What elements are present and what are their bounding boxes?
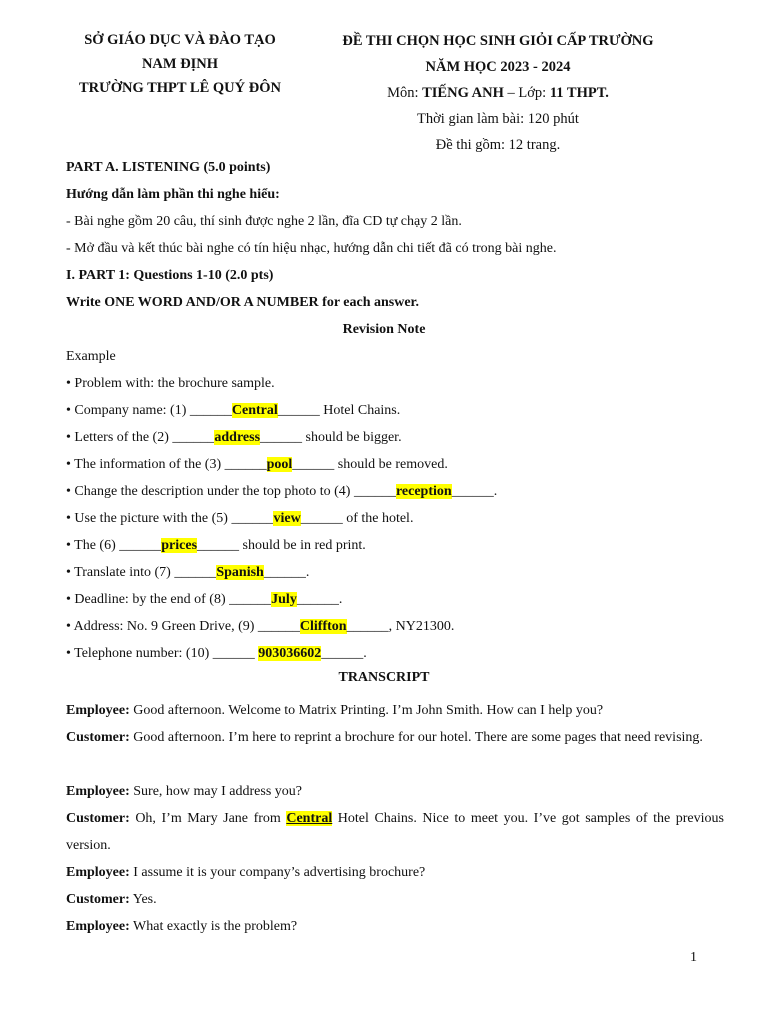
- instruction: Write ONE WORD AND/OR A NUMBER for each answer.: [66, 295, 419, 310]
- subject-name: TIẾNG ANH: [422, 85, 504, 101]
- answer-highlight: prices: [161, 538, 198, 553]
- note-item: [66, 430, 402, 446]
- speaker-label: Employee:: [66, 703, 130, 718]
- answer-highlight: Cliffton: [299, 619, 347, 634]
- note-item-text: • Deadline: by the end of (8) ______: [66, 592, 272, 607]
- speech-text: Sure, how may I address you?: [129, 784, 303, 799]
- note-item: [66, 457, 448, 473]
- exam-header: [318, 28, 678, 158]
- speaker-label: Customer:: [66, 892, 130, 907]
- note-item-text: • The information of the (3) ______: [66, 457, 267, 472]
- note-item: [66, 484, 497, 500]
- note-item: [66, 619, 454, 635]
- transcript-line: [66, 805, 724, 859]
- answer-highlight: Central: [286, 811, 333, 826]
- note-item-text: • Problem with: the brochure sample.: [66, 376, 275, 391]
- speech-text: Yes.: [129, 892, 157, 907]
- note-item-suffix: ______ should be bigger.: [260, 430, 402, 445]
- note-item-suffix: ______, NY21300.: [346, 619, 455, 634]
- guide-line-2: - Mở đầu và kết thúc bài nghe có tín hiệu nhạc, hướng dẫn chi tiết đã có trong bài nghe.: [66, 241, 557, 256]
- department-header: [60, 28, 300, 100]
- note-item: [66, 646, 367, 662]
- speech-text: What exactly is the problem?: [129, 919, 298, 934]
- example-label: Example: [66, 349, 116, 364]
- speaker-label: Employee:: [66, 865, 130, 880]
- note-item-suffix: ______ should be removed.: [292, 457, 448, 472]
- part1-title: I. PART 1: Questions 1-10 (2.0 pts): [66, 268, 274, 283]
- part-a-title: PART A. LISTENING (5.0 points): [66, 160, 271, 175]
- note-item-suffix: ______.: [263, 565, 310, 580]
- subject-line: [318, 80, 678, 106]
- speech-text: Oh, I’m Mary Jane from: [129, 811, 287, 826]
- grade-name: 11 THPT.: [549, 85, 609, 101]
- subject-prefix: Môn:: [387, 85, 423, 101]
- note-item: [66, 376, 275, 392]
- transcript-line: [66, 859, 724, 886]
- speaker-label: Employee:: [66, 919, 130, 934]
- guide-line-1: - Bài nghe gồm 20 câu, thí sinh được nghe 2 lần, đĩa CD tự chạy 2 lần.: [66, 214, 462, 229]
- note-item-suffix: ______.: [321, 646, 367, 661]
- speech-text: Good afternoon. Welcome to Matrix Printing. I’m John Smith. How can I help you?: [129, 703, 604, 718]
- note-item-text: • Change the description under the top photo to (4) ______: [66, 484, 396, 499]
- transcript-line: [66, 697, 724, 724]
- answer-highlight: pool: [266, 457, 293, 472]
- answer-highlight: address: [214, 430, 261, 445]
- note-item-suffix: ______ Hotel Chains.: [277, 403, 401, 418]
- speech-text: I assume it is your company’s advertising brochure?: [129, 865, 426, 880]
- note-item: [66, 511, 413, 527]
- speech-text: Hotel Chains. Nice to meet you. I’ve got samples of the previous version.: [66, 811, 724, 853]
- note-item: [66, 592, 342, 608]
- note-item-suffix: ______ of the hotel.: [300, 511, 414, 526]
- page-count: Đề thi gồm: 12 trang.: [435, 137, 561, 153]
- note-item: [66, 403, 400, 419]
- note-item-suffix: ______.: [296, 592, 343, 607]
- note-item-suffix: ______ should be in red print.: [197, 538, 366, 553]
- transcript-line: [66, 778, 724, 805]
- answer-highlight: Spanish: [216, 565, 264, 580]
- page-number: 1: [690, 950, 697, 965]
- revision-note-title: Revision Note: [342, 322, 426, 337]
- note-item: [66, 565, 309, 581]
- answer-highlight: reception: [395, 484, 452, 499]
- time-limit: Thời gian làm bài: 120 phút: [417, 111, 579, 127]
- note-item-text: • Translate into (7) ______: [66, 565, 217, 580]
- note-item-suffix: ______.: [451, 484, 498, 499]
- answer-highlight: July: [271, 592, 297, 607]
- note-item-text: • Company name: (1) ______: [66, 403, 232, 418]
- speech-text: Good afternoon. I’m here to reprint a brochure for our hotel. There are some pages that need revising.: [129, 730, 703, 745]
- department-name: SỞ GIÁO DỤC VÀ ĐÀO TẠO: [84, 32, 276, 48]
- answer-highlight: 903036602: [258, 646, 322, 661]
- note-item-text: • Address: No. 9 Green Drive, (9) ______: [66, 619, 300, 634]
- province-name: NAM ĐỊNH: [141, 56, 219, 72]
- speaker-label: Employee:: [66, 784, 130, 799]
- exam-title: ĐỀ THI CHỌN HỌC SINH GIỎI CẤP TRƯỜNG: [342, 33, 654, 49]
- note-item-text: • Telephone number: (10) ______: [66, 646, 259, 661]
- guide-title: Hướng dẫn làm phần thi nghe hiểu:: [66, 187, 280, 202]
- speaker-label: Customer:: [66, 811, 130, 826]
- note-item-text: • The (6) ______: [66, 538, 162, 553]
- note-item-text: • Letters of the (2) ______: [66, 430, 215, 445]
- grade-prefix: – Lớp:: [503, 85, 550, 101]
- note-item: [66, 538, 366, 554]
- school-year: NĂM HỌC 2023 - 2024: [425, 59, 571, 75]
- speaker-label: Customer:: [66, 730, 130, 745]
- note-item-text: • Use the picture with the (5) ______: [66, 511, 274, 526]
- transcript-line: [66, 724, 724, 751]
- school-name: TRƯỜNG THPT LÊ QUÝ ĐÔN: [79, 80, 281, 96]
- answer-highlight: view: [273, 511, 301, 526]
- transcript-title: TRANSCRIPT: [338, 670, 430, 685]
- answer-highlight: Central: [231, 403, 278, 418]
- transcript-line: [66, 886, 724, 913]
- transcript-line: [66, 913, 724, 940]
